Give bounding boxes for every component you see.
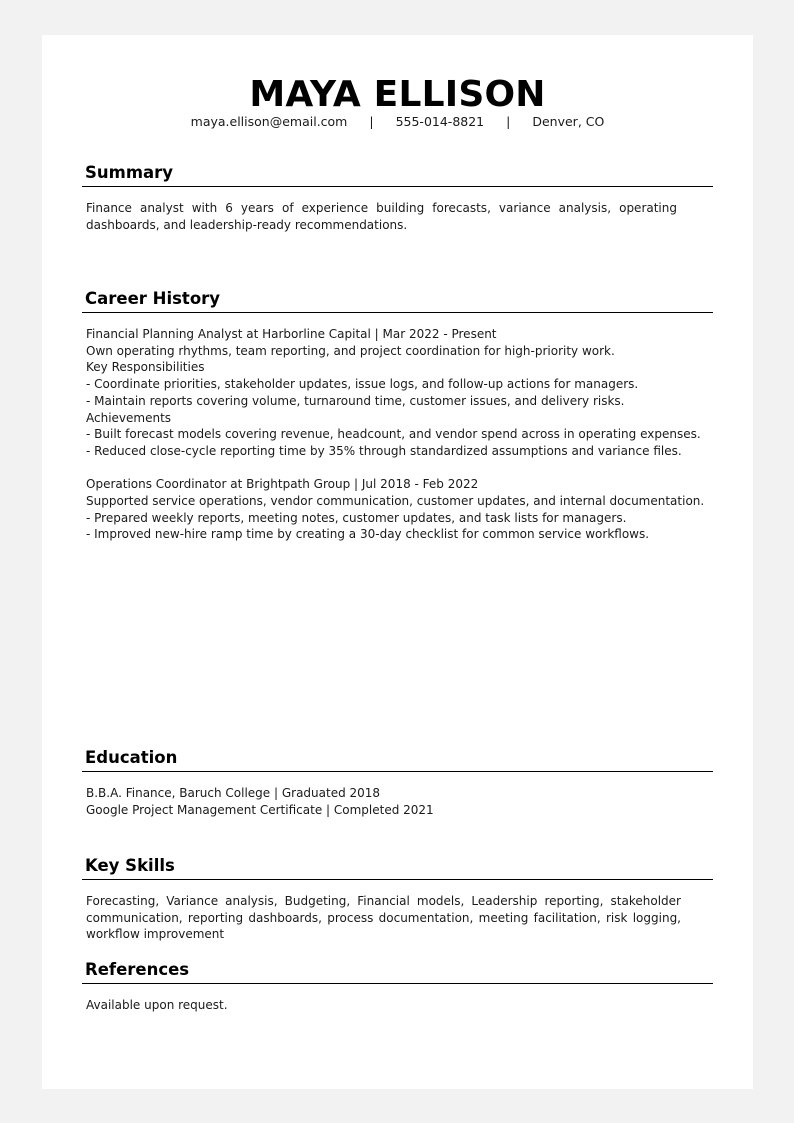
education-item: B.B.A. Finance, Baruch College | Graduated 2018 [86, 786, 381, 800]
responsibility-item: - Maintain reports covering volume, turnaround time, customer issues, and delivery risks. [86, 393, 625, 408]
job-summary: Own operating rhythms, team reporting, and project coordination for high-priority work. [86, 343, 615, 358]
education-body [82, 772, 713, 818]
contact-separator: | [369, 114, 374, 129]
career-history-section [82, 288, 713, 559]
education-item: Google Project Management Certificate | Completed 2021 [86, 802, 434, 817]
contact-separator: | [506, 114, 511, 129]
job-entry [86, 326, 713, 460]
summary-title: Summary [82, 162, 713, 187]
contact-phone: 555-014-8821 [395, 114, 485, 129]
education-title: Education [82, 747, 713, 772]
references-title: References [82, 959, 713, 984]
summary-text: Finance analyst with 6 years of experience building forecasts, variance analysis, operating dashboards, and leadership-ready recommendations. [86, 201, 677, 232]
achievement-item: - Built forecast models covering revenue, headcount, and vendor spend across in operating expenses. [86, 427, 701, 442]
job-bullet: - Prepared weekly reports, meeting notes, customer updates, and task lists for managers. [86, 510, 627, 525]
references-section [82, 959, 713, 1014]
job-bullet: - Improved new-hire ramp time by creating a 30-day checklist for common service workflows. [86, 527, 650, 542]
responsibility-item: - Coordinate priorities, stakeholder updates, issue logs, and follow-up actions for managers. [86, 377, 639, 392]
achievement-item: - Reduced close-cycle reporting time by 35% through standardized assumptions and variance files. [86, 443, 682, 458]
job-heading: Operations Coordinator at Brightpath Group | Jul 2018 - Feb 2022 [86, 477, 479, 492]
education-section [82, 747, 713, 818]
job-summary: Supported service operations, vendor communication, customer updates, and internal documentation. [86, 493, 705, 508]
resume-page [42, 35, 753, 1089]
key-skills-section [82, 855, 713, 943]
responsibilities-label: Key Responsibilities [86, 360, 205, 375]
job-heading: Financial Planning Analyst at Harborline Capital | Mar 2022 - Present [86, 327, 497, 341]
references-text: Available upon request. [86, 998, 228, 1012]
summary-section [82, 162, 713, 233]
job-entry [86, 476, 713, 543]
candidate-name: MAYA ELLISON [249, 74, 546, 115]
achievements-label: Achievements [86, 410, 172, 425]
key-skills-title: Key Skills [82, 855, 713, 880]
career-history-body [82, 313, 713, 543]
contact-location: Denver, CO [532, 114, 605, 129]
key-skills-text: Forecasting, Variance analysis, Budgeting, Financial models, Leadership reporting, stakeholder communication, reporting dashboards, process documentation, meeting facilitation, risk logging, workflow improvement [86, 894, 681, 942]
contact-email: maya.ellison@email.com [190, 114, 348, 129]
career-history-title: Career History [82, 288, 713, 313]
contact-line [42, 114, 753, 130]
